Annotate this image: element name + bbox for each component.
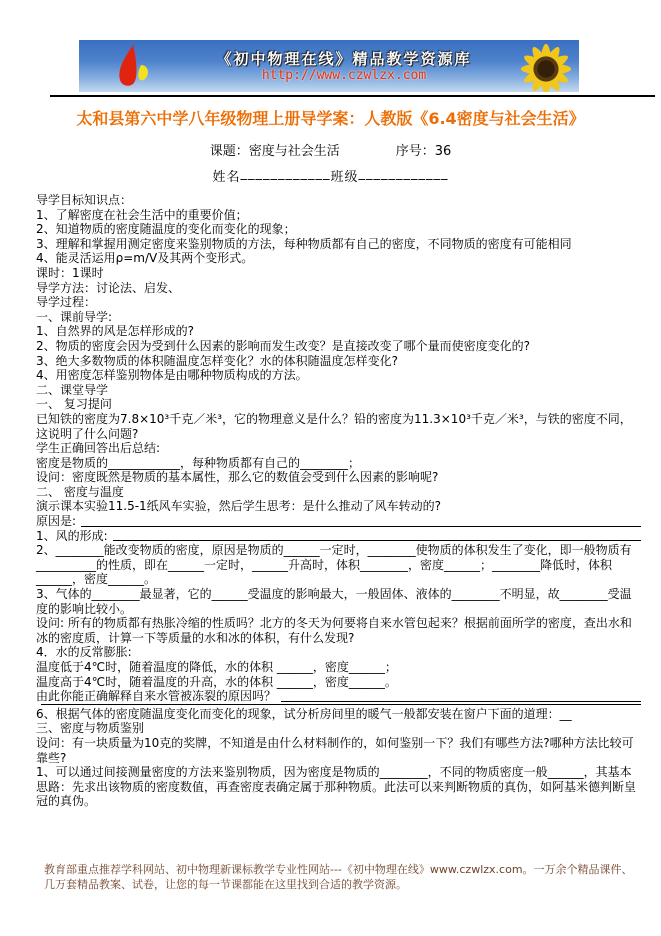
in-class-heading: 二、课堂导学 — [36, 382, 109, 397]
density-temperature-heading: 二、 密度与温度 — [36, 484, 124, 499]
class-blank: ____________ — [358, 166, 449, 181]
name-label: 姓名 — [212, 170, 241, 185]
banner-url: http://www.czwlzx.com — [261, 67, 427, 83]
review-prompt: 设问：密度既然是物质的基本属性，那么它的数值会受到什么因素的影响呢? — [36, 470, 439, 485]
review-summary-intro: 学生正确回答出后总结: — [36, 441, 161, 456]
process-heading: 导学过程： — [36, 295, 97, 310]
goal-item-2: 2、知道物质的密度随温度的变化而变化的现象； — [36, 222, 296, 237]
goal-item-3: 3、理解和掌握用测定密度来鉴别物质的方法，每种物质都有自己的密度，不同物质的密度有可能相同 — [36, 236, 572, 251]
banner-area — [0, 0, 661, 97]
pipe-burst-question — [36, 689, 643, 704]
pre-class-q2: 2、物质的密度会因为受到什么因素的影响而发生改变？是直接改变了哪个量而使密度变化的? — [36, 338, 531, 353]
review-question: 已知铁的密度为7.8×10³千克／米³，它的物理意义是什么？铅的密度为11.3×10³千克／米³，与铁的密度不同，这说明了什么问题? — [36, 411, 632, 441]
water-max-density-line: 6、根据气体的密度随温度变化而变化的现象，试分析房间里的暖气一般都安装在窗户下面的道理：__ — [36, 706, 572, 721]
pre-class-heading: 一、课前导学: — [36, 309, 113, 324]
fill-blank-gas-expansion: 3、气体的________最显著，它的______受温度的影响最大，一般固体、液体的________不明显，故________受温度的影响比较小。 — [36, 587, 632, 616]
fill-blank-density-property: 密度是物质的____________，每种物质都有自己的________； — [36, 455, 361, 470]
wind-formation-line — [36, 529, 643, 544]
footer-note: 教育部重点推荐学科网站、初中物理新课标教学专业性网站---《初中物理在线》www.czwlzx.com。一万余个精品课件、几万套精品教案、试卷，让您的每一节课都能在这里找到合适的教学资源。 — [44, 863, 633, 891]
site-banner — [79, 40, 579, 92]
pre-class-q1: 1、自然界的风是怎样形成的? — [36, 324, 195, 339]
site-logo-icon — [111, 43, 157, 89]
wind-formation-label: 1、风的形成: — [36, 528, 108, 543]
document-title: 太和县第六中学八年级物理上册导学案：人教版《6.4密度与社会生活》 — [76, 109, 585, 128]
document-body — [36, 193, 643, 809]
course-subject: 课题：密度与社会生活 — [209, 144, 340, 159]
banner-divider — [50, 95, 655, 97]
banner-title: 《初中物理在线》精品教学资源库 — [216, 49, 472, 68]
goal-item-4: 4、能灵活运用ρ=m/V及其两个变形式。 — [36, 251, 254, 266]
identification-heading: 设问：有一块质量为10克的奖牌，不知道是由什么材料制作的，如何鉴别一下？我们有哪些方法?哪种方法比较可靠些? — [36, 735, 634, 765]
method-line: 导学方法：讨论法、启发、 — [36, 280, 181, 295]
pipe-burst-label: 由此你能正确解释自来水管被冻裂的原因吗？ — [36, 689, 277, 704]
water-below-4c-line: 温度低于4℃时，随着温度的降低，水的体积 ______，密度______； — [36, 660, 397, 674]
review-heading: 一、 复习提问 — [36, 397, 112, 412]
experiment-line: 演示课本实验11.5-1纸风车实验，然后学生思考：是什么推动了风车转动的? — [36, 499, 442, 514]
answer-blank — [41, 704, 641, 705]
name-blank: ____________ — [240, 166, 331, 181]
thermal-expansion-prompt: 设问: 所有的物质都有热胀冷缩的性质吗？北方的冬天为何要将自来水管包起来？根据前面所学的密度，查出水和冰的密度质，计算一下等质量的水和冰的体积，有什么发现? — [36, 616, 632, 645]
pre-class-q3: 3、绝大多数物质的体积随温度怎样变化？水的体积随温度怎样变化? — [36, 353, 399, 368]
goal-heading: 导学目标知识点： — [36, 193, 133, 207]
class-hours-line: 课时：1课时 — [36, 265, 104, 280]
goal-item-1: 1、了解密度在社会生活中的重要价值； — [36, 207, 248, 222]
medal-prompt: 1、可以通过间接测量密度的方法来鉴别物质，因为密度是物质的________，不同的物质密度一般______，其基本思路：先求出该物质的密度数值，再查密度表确定属于那种物质。此法可以来判断物质的真伪，如阿基米德判断皇冠的真伪。 — [36, 765, 637, 809]
sunflower-icon — [517, 40, 575, 92]
fill-blank-temperature-effect: 2、________能改变物质的密度，原因是物质的______一定时，________使物质的体积发生了变化，即一般物质有__________的性质，即在______一定时，______升高时，体积________，密度______；________降低时，体积______，密度______。 — [36, 543, 632, 587]
answer-blank — [81, 514, 641, 527]
reason-label: 原因是: — [36, 514, 77, 529]
answer-blank — [113, 529, 641, 542]
pre-class-q4: 4、用密度怎样鉴别物体是由哪种物质构成的方法。 — [36, 368, 308, 383]
radiator-question: 三、密度与物质鉴别 — [36, 721, 145, 736]
course-serial: 序号：36 — [395, 144, 452, 159]
name-class-line — [0, 166, 661, 185]
reason-line — [36, 514, 643, 529]
course-info-line — [0, 140, 661, 159]
water-above-4c-line: 温度高于4℃时，随着温度的升高，水的体积 ______，密度______。 — [36, 674, 397, 689]
answer-blank — [281, 689, 641, 702]
water-anomaly-heading: 4．水的反常膨胀: — [36, 645, 132, 660]
class-label: 班级 — [330, 170, 359, 185]
